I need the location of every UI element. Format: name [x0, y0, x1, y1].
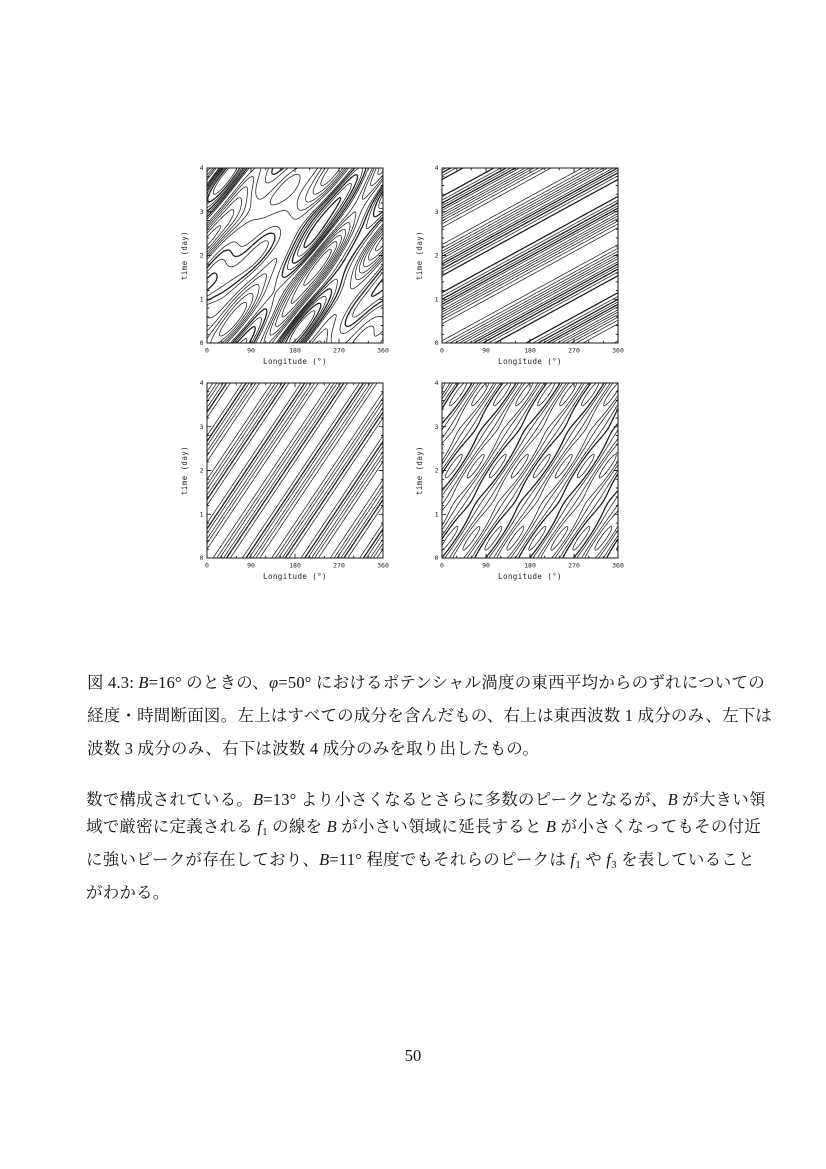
hovmoller-panel-all-components [178, 158, 420, 376]
y-tick-label: 0 [199, 554, 204, 563]
x-tick-label: 180 [524, 346, 536, 355]
text-run: 図 4.3: [87, 673, 139, 692]
math-symbol: B [319, 850, 330, 869]
math-symbol: B [253, 790, 264, 809]
y-tick-label: 3 [199, 422, 204, 431]
page-number: 50 [404, 1046, 422, 1065]
x-tick-label: 90 [247, 561, 255, 570]
y-tick-label: 2 [199, 466, 204, 475]
x-tick-label: 0 [440, 561, 444, 570]
text-run: の線を [267, 817, 327, 836]
axes-box [207, 383, 383, 558]
body-line-1 [86, 786, 766, 813]
y-axis-label: time (day) [180, 445, 189, 496]
x-tick-label: 180 [289, 346, 301, 355]
body-line-4 [86, 879, 750, 906]
x-tick-label: 180 [289, 561, 301, 570]
text-run: 経度・時間断面図。左上はすべての成分を含んだもの、右上は東西波数 1 成分のみ、左下は [87, 706, 773, 725]
x-axis-label: Longitude (°) [263, 572, 327, 581]
x-tick-label: 0 [205, 561, 209, 570]
y-tick-label: 2 [434, 251, 439, 260]
math-subscript: 1 [575, 859, 581, 871]
x-axis-label: Longitude (°) [498, 357, 562, 366]
text-run: が大きい領 [677, 790, 766, 809]
figure-caption [87, 666, 773, 765]
contour-positive-level [207, 383, 383, 558]
y-tick-label: 4 [199, 164, 204, 173]
math-symbol: f [257, 817, 263, 836]
y-tick-label: 4 [434, 164, 439, 173]
y-tick-label: 3 [199, 207, 204, 216]
math-symbol: φ [269, 673, 279, 692]
y-axis-label: time (day) [180, 230, 189, 281]
contour-negative-level [207, 383, 383, 558]
math-symbol: f [570, 850, 576, 869]
x-tick-label: 360 [612, 561, 624, 570]
text-run: や [580, 850, 607, 869]
x-tick-label: 270 [568, 346, 580, 355]
y-tick-label: 1 [434, 510, 439, 519]
contour-positive-level [207, 383, 383, 558]
text-run: =50° におけるポテンシャル渦度の東西平均からのずれについての [278, 673, 765, 692]
x-tick-label: 270 [333, 561, 345, 570]
y-tick-label: 1 [199, 510, 204, 519]
x-tick-label: 90 [247, 346, 255, 355]
contour-plot-zonal-wavenumber-4-component [413, 373, 655, 591]
math-symbol: B [326, 817, 337, 836]
body-line-3 [86, 846, 755, 879]
x-tick-label: 0 [440, 346, 444, 355]
caption-line-2 [87, 699, 773, 732]
x-tick-label: 90 [482, 561, 490, 570]
contour-negative-level [207, 383, 383, 558]
x-axis-label: Longitude (°) [263, 357, 327, 366]
math-subscript: 3 [611, 859, 617, 871]
y-tick-label: 1 [434, 295, 439, 304]
text-run: を表していること [616, 850, 755, 869]
contour-plot-all-components [178, 158, 420, 376]
math-symbol: B [138, 673, 149, 692]
hovmoller-panel-wave-3 [178, 373, 420, 591]
y-tick-label: 1 [199, 295, 204, 304]
text-run: が小さくなってもその付近 [556, 817, 761, 836]
math-symbol: B [545, 817, 557, 836]
y-axis-label: time (day) [415, 230, 424, 281]
y-tick-label: 4 [199, 379, 204, 388]
body-paragraph [86, 786, 766, 906]
math-symbol: B [667, 790, 678, 809]
caption-line-3 [87, 732, 747, 765]
hovmoller-panel-wave-4 [413, 373, 655, 591]
x-tick-label: 360 [377, 346, 389, 355]
text-run: 域で厳密に定義される [86, 817, 258, 836]
contour-positive-level [207, 383, 383, 558]
math-symbol: f [606, 850, 612, 869]
caption-line-1 [87, 666, 765, 699]
x-tick-label: 90 [482, 346, 490, 355]
x-tick-label: 270 [333, 346, 345, 355]
x-tick-label: 0 [205, 346, 209, 355]
contour-plot-zonal-wavenumber-1-component [413, 158, 655, 376]
body-line-2 [86, 813, 761, 846]
text-run: =11° 程度でもそれらのピークは [329, 850, 571, 869]
y-tick-label: 0 [199, 339, 204, 348]
x-tick-label: 360 [377, 561, 389, 570]
x-tick-label: 270 [568, 561, 580, 570]
y-tick-label: 0 [434, 339, 439, 348]
math-subscript: 1 [262, 826, 268, 838]
contour-negative-level [207, 383, 383, 558]
text-run: が小さい領域に延長すると [336, 817, 546, 836]
hovmoller-panel-wave-1 [413, 158, 655, 376]
y-axis-label: time (day) [415, 445, 424, 496]
x-tick-label: 180 [524, 561, 536, 570]
y-tick-label: 2 [434, 466, 439, 475]
y-tick-label: 3 [434, 422, 439, 431]
contour-positive-level [207, 168, 383, 343]
x-axis-label: Longitude (°) [498, 572, 562, 581]
y-tick-label: 2 [199, 251, 204, 260]
y-tick-label: 3 [434, 207, 439, 216]
x-tick-label: 360 [612, 346, 624, 355]
text-run: =16° のときの、 [148, 673, 270, 692]
text-run: に強いピークが存在しており、 [86, 850, 320, 869]
text-run: 波数 3 成分のみ、右下は波数 4 成分のみを取り出したもの。 [87, 739, 540, 758]
y-tick-label: 4 [434, 379, 439, 388]
text-run: がわかる。 [86, 883, 170, 902]
text-run: 数で構成されている。 [86, 790, 253, 809]
y-tick-label: 0 [434, 554, 439, 563]
text-run: =13° より小さくなるとさらに多数のピークとなるが、 [263, 790, 668, 809]
contour-plot-zonal-wavenumber-3-component [178, 373, 420, 591]
axis-ticks [207, 383, 383, 558]
